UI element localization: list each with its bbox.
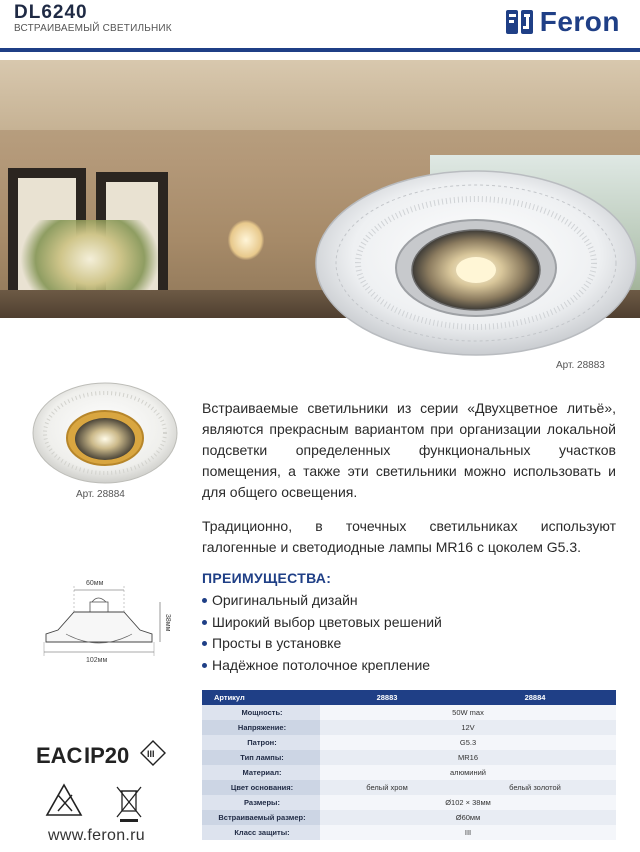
description-paragraph-2: Традиционно, в точечных светильниках используют галогенные и светодиодные лампы MR16 с цоколем G5.3. (202, 518, 616, 555)
spec-row (202, 795, 616, 810)
spec-label: Патрон: (202, 735, 320, 750)
warning-triangle-icon (47, 785, 81, 815)
advantages-list (202, 590, 442, 676)
header-divider (0, 48, 640, 52)
ip-rating: IP20 (84, 743, 130, 768)
spec-label: Цвет основания: (202, 780, 320, 795)
spec-value-col2: белый золотой (454, 780, 616, 795)
spec-header-row (202, 690, 616, 705)
spec-label: Материал: (202, 765, 320, 780)
advantages-title: ПРЕИМУЩЕСТВА: (202, 570, 332, 586)
product-subtitle: ВСТРАИВАЕМЫЙ СВЕТИЛЬНИК (14, 23, 172, 34)
spec-value-col1: белый хром (320, 780, 454, 795)
spec-value: MR16 (320, 750, 616, 765)
website-link[interactable]: www.feron.ru (48, 827, 145, 844)
spec-label: Мощность: (202, 705, 320, 720)
advantage-text: Широкий выбор цветовых решений (212, 613, 442, 630)
brand-logo (506, 6, 620, 38)
spec-value: III (320, 825, 616, 840)
spec-label: Напряжение: (202, 720, 320, 735)
advantage-item (202, 612, 442, 634)
spec-row (202, 765, 616, 780)
spec-label: Размеры: (202, 795, 320, 810)
advantage-text: Надёжное потолочное крепление (212, 656, 431, 673)
article-label-alt: Арт. 28884 (76, 489, 125, 500)
spec-header-col1: 28883 (320, 690, 454, 705)
advantage-item (202, 655, 442, 677)
bullet-icon (202, 620, 207, 625)
spec-value: Ø102 × 38мм (320, 795, 616, 810)
fixture-photo-white-chrome (312, 168, 640, 358)
eac-mark-icon: EAC (36, 743, 83, 768)
spec-value: Ø60мм (320, 810, 616, 825)
spec-label: Класс защиты: (202, 825, 320, 840)
model-title: DL6240 (14, 2, 88, 23)
spec-row (202, 810, 616, 825)
bullet-icon (202, 598, 207, 603)
spec-header-col2: 28884 (454, 690, 616, 705)
spec-row (202, 705, 616, 720)
spec-row (202, 750, 616, 765)
spec-value: 50W max (320, 705, 616, 720)
bullet-icon (202, 663, 207, 668)
spec-row (202, 735, 616, 750)
dim-height-label: 38мм (164, 614, 171, 632)
feron-logo-icon (506, 8, 534, 36)
ceiling (0, 60, 640, 130)
description-paragraph-1: Встраиваемые светильники из серии «Двухцветное литьё», являются прекрасным вариантом при организации локальной подсветки определенных функциональных участков помещения, а также эти светильники можно использовать и для общего освещения. (202, 400, 616, 500)
certification-marks (36, 737, 166, 827)
spec-value: алюминий (320, 765, 616, 780)
brand-name: Feron (539, 6, 620, 37)
bullet-icon (202, 641, 207, 646)
spec-row (202, 825, 616, 840)
dim-top-label: 60мм (86, 580, 104, 587)
class-iii-label: III (147, 749, 155, 759)
advantage-item (202, 633, 442, 655)
spec-label: Тип лампы: (202, 750, 320, 765)
class-iii-icon (141, 741, 165, 765)
advantage-item (202, 590, 442, 612)
spec-row (202, 780, 616, 795)
article-label-main: Арт. 28883 (556, 360, 605, 371)
spec-header-label: Артикул (202, 690, 320, 705)
dimension-drawing (30, 572, 175, 667)
table-lamp (228, 220, 264, 260)
spec-table (202, 690, 616, 840)
spec-value: 12V (320, 720, 616, 735)
advantage-text: Оригинальный дизайн (212, 592, 358, 608)
spec-label: Встраиваемый размер: (202, 810, 320, 825)
spec-row (202, 720, 616, 735)
spec-value: G5.3 (320, 735, 616, 750)
advantage-text: Просты в установке (212, 635, 342, 651)
fixture-photo-white-gold (30, 378, 180, 486)
weee-bin-icon (117, 787, 141, 822)
dim-bottom-label: 102мм (86, 657, 108, 664)
